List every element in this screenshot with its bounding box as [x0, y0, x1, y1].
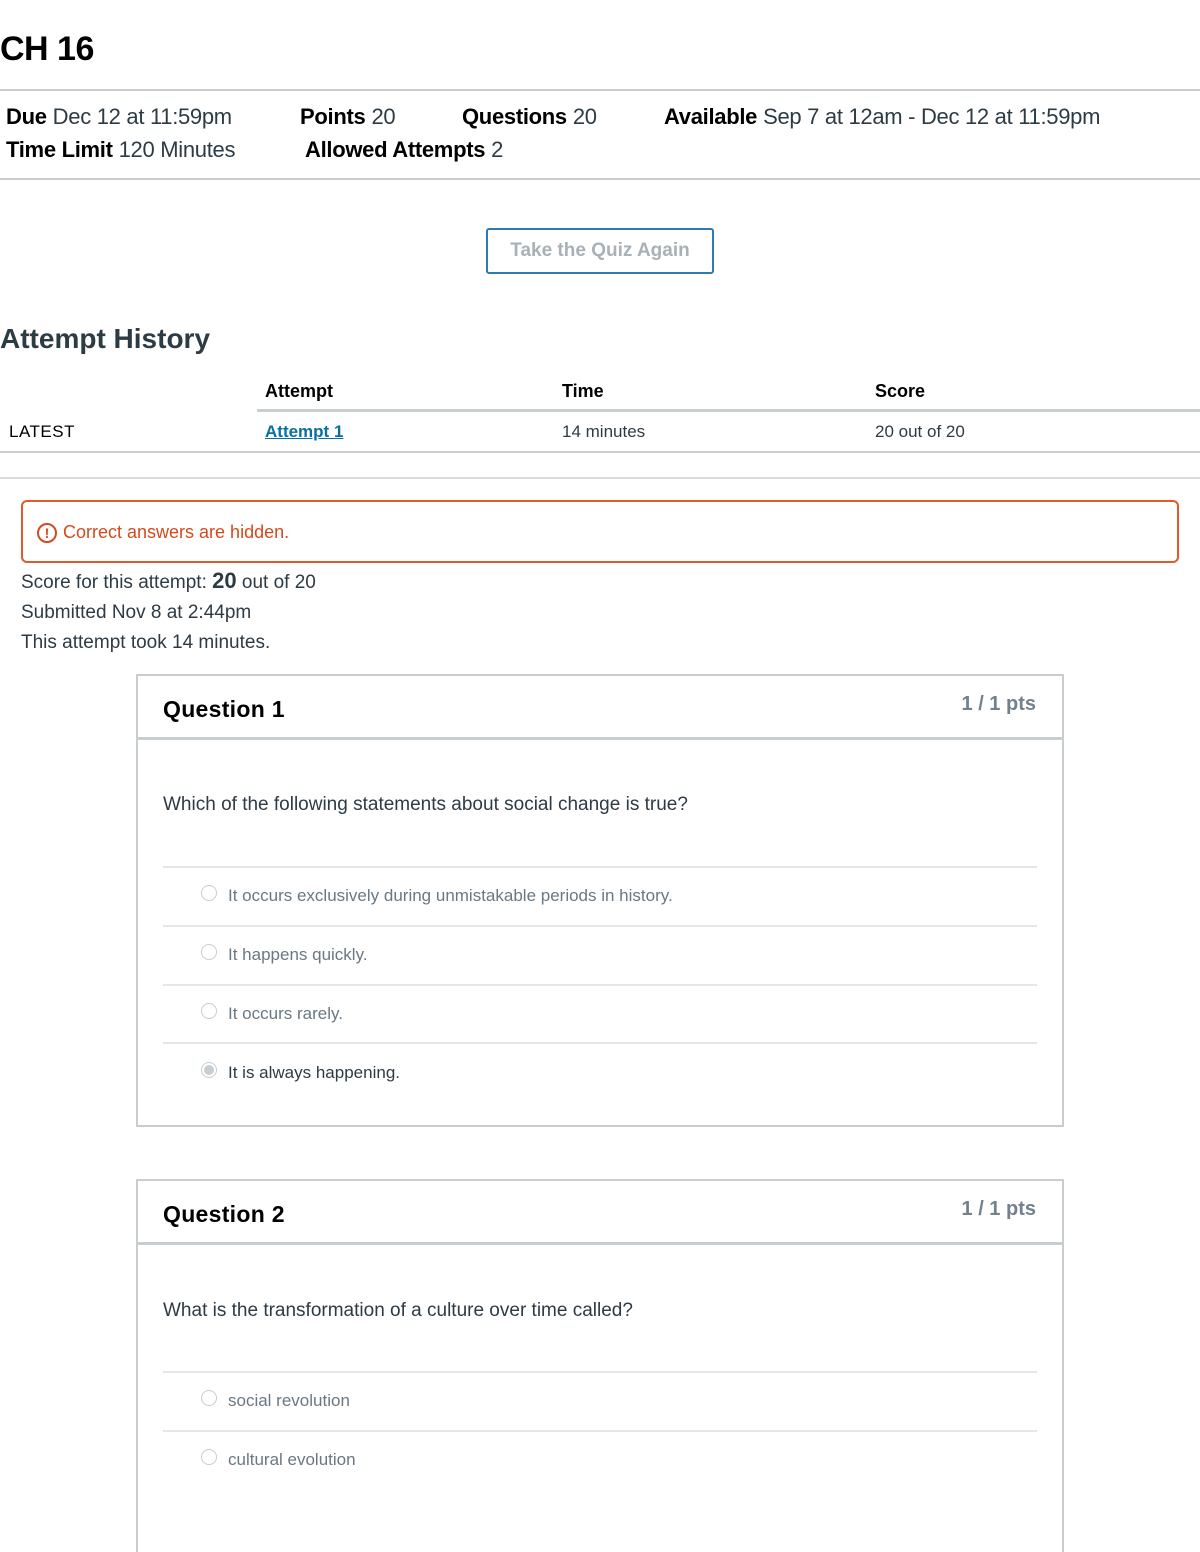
radio-button[interactable] — [201, 1390, 217, 1406]
answer-option-selected[interactable] — [201, 1063, 400, 1083]
page-title: CH 16 — [0, 30, 94, 68]
due-info — [6, 104, 232, 130]
allowed-attempts-info — [305, 137, 503, 163]
answer-option[interactable] — [201, 1391, 350, 1411]
points-value: 20 — [371, 104, 396, 129]
answer-label: It occurs rarely. — [228, 1004, 343, 1023]
time-cell: 14 minutes — [562, 422, 646, 441]
correct-answers-hidden-alert — [21, 500, 1179, 563]
answer-divider — [163, 925, 1037, 927]
answer-label: It happens quickly. — [228, 945, 368, 964]
question-header — [138, 676, 1062, 740]
attempt-1-link[interactable]: Attempt 1 — [265, 422, 344, 441]
points-label: Points — [300, 104, 366, 129]
questions-info — [462, 104, 597, 130]
answer-option[interactable] — [201, 1450, 356, 1470]
table-header-divider — [257, 409, 1200, 412]
answer-label: It occurs exclusively during unmistakable periods in history. — [228, 886, 673, 905]
allowed-attempts-value: 2 — [491, 137, 504, 162]
available-label: Available — [664, 104, 758, 129]
question-card — [136, 674, 1064, 1127]
questions-value: 20 — [572, 104, 597, 129]
radio-button[interactable] — [201, 1449, 217, 1465]
available-value: Sep 7 at 12am - Dec 12 at 11:59pm — [763, 104, 1101, 129]
answer-label: cultural evolution — [228, 1450, 356, 1469]
answer-option[interactable] — [201, 945, 368, 965]
radio-button[interactable] — [201, 1003, 217, 1019]
alert-text: Correct answers are hidden. — [63, 522, 290, 542]
questions-label: Questions — [462, 104, 567, 129]
allowed-attempts-label: Allowed Attempts — [305, 137, 486, 162]
column-header-time: Time — [562, 381, 604, 401]
score-prefix: Score for this attempt: — [21, 572, 207, 593]
attempt-cell — [265, 422, 343, 442]
latest-tag: LATEST — [9, 422, 75, 441]
question-text: Which of the following statements about social change is true? — [163, 794, 688, 815]
answer-option[interactable] — [201, 1004, 343, 1024]
due-value: Dec 12 at 11:59pm — [52, 104, 232, 129]
answer-divider — [163, 984, 1037, 986]
attempt-score — [21, 568, 316, 594]
time-limit-info — [6, 137, 235, 163]
question-card — [136, 1179, 1064, 1552]
section-divider — [0, 477, 1200, 479]
points-info — [300, 104, 395, 130]
attempt-history-title: Attempt History — [0, 323, 211, 354]
answer-option[interactable] — [201, 886, 673, 906]
details-divider — [0, 178, 1200, 180]
radio-button-selected[interactable] — [201, 1062, 217, 1078]
answer-divider — [163, 866, 1037, 868]
question-title: Question 2 — [163, 1201, 285, 1227]
answer-divider — [163, 1430, 1037, 1432]
question-title: Question 1 — [163, 696, 285, 722]
radio-button[interactable] — [201, 885, 217, 901]
submitted-info: Submitted Nov 8 at 2:44pm — [21, 602, 252, 623]
column-header-attempt: Attempt — [265, 381, 333, 401]
question-header — [138, 1181, 1062, 1245]
take-quiz-again-button[interactable]: Take the Quiz Again — [486, 228, 714, 274]
answer-divider — [163, 1042, 1037, 1044]
question-points: 1 / 1 pts — [961, 693, 1036, 715]
score-value: 20 — [212, 568, 237, 593]
time-limit-value: 120 Minutes — [118, 137, 236, 162]
table-row-divider — [0, 451, 1200, 453]
score-suffix: out of 20 — [241, 572, 316, 593]
question-text: What is the transformation of a culture over time called? — [163, 1300, 633, 1321]
available-info — [664, 104, 1100, 130]
header-divider — [0, 89, 1200, 91]
answer-label: social revolution — [228, 1391, 350, 1410]
answer-divider — [163, 1371, 1037, 1373]
due-label: Due — [6, 104, 47, 129]
attempt-duration: This attempt took 14 minutes. — [21, 632, 271, 653]
warning-circle-icon: ! — [37, 523, 57, 543]
column-header-score: Score — [875, 381, 926, 401]
radio-button[interactable] — [201, 944, 217, 960]
time-limit-label: Time Limit — [6, 137, 113, 162]
answer-label: It is always happening. — [228, 1063, 400, 1082]
score-cell: 20 out of 20 — [875, 422, 965, 441]
question-points: 1 / 1 pts — [961, 1198, 1036, 1220]
